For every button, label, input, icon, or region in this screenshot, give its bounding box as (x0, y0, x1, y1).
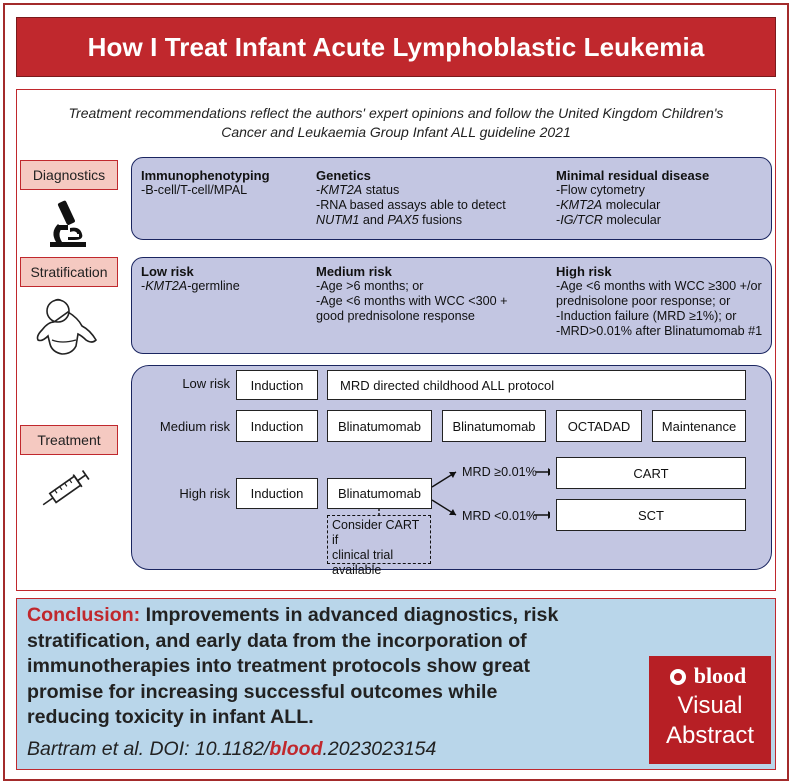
logo-brand: blood (693, 663, 747, 688)
high-risk-line-2: prednisolone poor response; or (556, 294, 731, 308)
citation: Bartram et al. DOI: 10.1182/blood.2023023154 (27, 738, 437, 760)
high-risk-line-1: -Age <6 months with WCC ≥300 +/or (556, 279, 762, 293)
genetics-line-2: -RNA based assays able to detect (316, 198, 506, 212)
medium-maintenance-box: Maintenance (652, 410, 746, 442)
treatment-low-risk-label: Low risk (182, 376, 230, 391)
intro-line-1: Treatment recommendations reflect the authors' expert opinions and follow the United Kingdom Children's (68, 105, 724, 121)
low-induction-box: Induction (236, 370, 318, 400)
consider-cart-note: Consider CART if clinical trial available (327, 515, 431, 564)
genetics-line-3: NUTM1 and PAX5 fusions (316, 213, 463, 227)
medium-induction-box: Induction (236, 410, 318, 442)
high-risk-column (556, 264, 762, 339)
infant-icon (32, 296, 106, 358)
medium-risk-line-1: -Age >6 months; or (316, 279, 424, 293)
genetics-line-1: -KMT2A status (316, 183, 400, 197)
section-label-diagnostics (20, 160, 118, 190)
intro-text (30, 104, 762, 142)
treatment-high-risk-label: High risk (179, 486, 230, 501)
mrd-line-2: -KMT2A molecular (556, 198, 661, 212)
section-label-treatment (20, 425, 118, 455)
immunophenotyping-column (141, 168, 270, 198)
low-risk-heading: Low risk (141, 264, 194, 279)
immunophenotyping-heading: Immunophenotyping (141, 168, 270, 183)
intro-line-2: Cancer and Leukaemia Group Infant ALL guideline 2021 (221, 124, 571, 140)
mrd-column (556, 168, 709, 228)
page-title (16, 17, 776, 77)
microscope-icon (44, 198, 92, 248)
logo-line-1: Visual (677, 692, 743, 719)
low-protocol-box: MRD directed childhood ALL protocol (327, 370, 746, 400)
medium-octadad-box: OCTADAD (556, 410, 642, 442)
cart-box: CART (556, 457, 746, 489)
high-risk-heading: High risk (556, 264, 612, 279)
page-title-text: How I Treat Infant Acute Lymphoblastic Leukemia (87, 31, 705, 62)
genetics-column (316, 168, 506, 228)
mrd-low-label: MRD <0.01% (462, 509, 538, 523)
genetics-heading: Genetics (316, 168, 371, 183)
low-risk-line: -KMT2A-germline (141, 279, 240, 293)
high-induction-box: Induction (236, 478, 318, 509)
mrd-heading: Minimal residual disease (556, 168, 710, 183)
conclusion-text: Conclusion: Improvements in advanced diagnostics, risk stratification, and early data from the incorporation of immunotherapies into treatment protocols show great promise for increasing successful outcomes while reducing toxicity in infant ALL. (27, 604, 559, 728)
blood-visual-abstract-logo (649, 656, 771, 764)
mrd-line-3: -IG/TCR molecular (556, 213, 661, 227)
immunophenotyping-line: -B-cell/T-cell/MPAL (141, 183, 248, 197)
conclusion-heading: Conclusion: (27, 604, 141, 626)
medium-risk-heading: Medium risk (316, 264, 392, 279)
high-risk-line-4: -MRD>0.01% after Blinatumomab #1 (556, 324, 763, 338)
medium-risk-column (316, 264, 507, 324)
high-risk-line-3: -Induction failure (MRD ≥1%); or (556, 309, 737, 323)
section-label-stratification (20, 257, 118, 287)
diagnostics-label-text: Diagnostics (32, 167, 106, 183)
medium-risk-line-2: -Age <6 months with WCC <300 + (316, 294, 508, 308)
sct-box: SCT (556, 499, 746, 531)
logo-line-2: Abstract (665, 722, 755, 749)
syringe-icon (36, 462, 100, 514)
treatment-label-text: Treatment (37, 432, 101, 448)
mrd-line-1: -Flow cytometry (556, 183, 645, 197)
stratification-label-text: Stratification (30, 264, 108, 280)
low-risk-column (141, 264, 240, 294)
treatment-medium-risk-label: Medium risk (159, 419, 230, 434)
medium-blinatumomab-2-box: Blinatumomab (442, 410, 546, 442)
mrd-high-label: MRD ≥0.01% (462, 465, 537, 479)
medium-risk-line-3: good prednisolone response (316, 309, 475, 323)
high-blinatumomab-box: Blinatumomab (327, 478, 432, 509)
medium-blinatumomab-1-box: Blinatumomab (327, 410, 432, 442)
